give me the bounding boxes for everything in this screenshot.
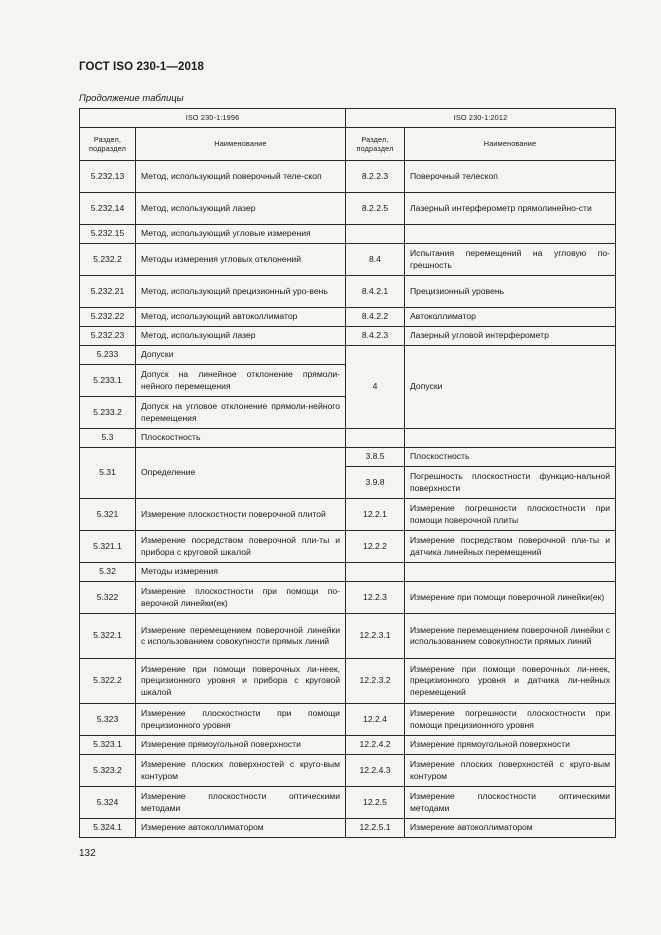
- left-section-number: 5.322: [80, 582, 136, 614]
- left-section-title: Допуск на линейное отклонение прямоли-нейного перемещения: [136, 365, 346, 397]
- table-row: [80, 499, 616, 531]
- right-section-title: Измерение плоских поверхностей с круго-вым контуром: [405, 755, 616, 787]
- right-section-number: 8.4.2.2: [346, 308, 405, 327]
- right-section-number: 8.4.2.3: [346, 327, 405, 346]
- right-section-number: 12.2.5: [346, 787, 405, 819]
- left-section-title: Методы измерения: [136, 563, 346, 582]
- left-section-number: 5.232.13: [80, 161, 136, 193]
- right-section-title: [405, 225, 616, 244]
- table-row: [80, 704, 616, 736]
- table-row: [80, 659, 616, 704]
- left-section-title: Метод, использующий лазер: [136, 327, 346, 346]
- left-section-title: Допуски: [136, 346, 346, 365]
- table-row: [80, 531, 616, 563]
- right-section-title: Измерение прямоугольной поверхности: [405, 736, 616, 755]
- left-section-number: 5.322.2: [80, 659, 136, 704]
- right-section-number: 8.2.2.5: [346, 193, 405, 225]
- right-section-title: Измерение автоколлиматором: [405, 819, 616, 838]
- right-section-title: Измерение посредством поверочной пли-ты и датчика линейных перемещений: [405, 531, 616, 563]
- right-section-title: Плоскостность: [405, 448, 616, 467]
- left-section-number: 5.323: [80, 704, 136, 736]
- left-section-title: Методы измерения угловых отклонений: [136, 244, 346, 276]
- page-number: 132: [79, 848, 96, 859]
- left-section-number: 5.321.1: [80, 531, 136, 563]
- left-section-title: Плоскостность: [136, 429, 346, 448]
- comparison-table: [79, 108, 616, 838]
- header-iso-1996: ISO 230-1:1996: [80, 109, 346, 128]
- left-section-number: 5.233.1: [80, 365, 136, 397]
- left-section-number: 5.323.1: [80, 736, 136, 755]
- right-section-number: 12.2.3.1: [346, 614, 405, 659]
- right-section-title: Измерение погрешности плоскостности при помощи прецизионного уровня: [405, 704, 616, 736]
- table-row: [80, 755, 616, 787]
- right-section-number: [346, 563, 405, 582]
- right-section-title: Измерение при помощи поверочных ли-неек, прецизионного уровня и датчика ли-нейных перемещений: [405, 659, 616, 704]
- table-continuation-note: Продолжение таблицы: [79, 93, 184, 104]
- left-section-title: Измерение прямоугольной поверхности: [136, 736, 346, 755]
- left-section-title: Измерение плоскостности оптическими методами: [136, 787, 346, 819]
- table-row: [80, 276, 616, 308]
- right-section-title: [405, 563, 616, 582]
- left-section-title: Измерение автоколлиматором: [136, 819, 346, 838]
- right-section-title: Лазерный угловой интерферометр: [405, 327, 616, 346]
- header-iso-2012: ISO 230-1:2012: [346, 109, 616, 128]
- table-row: [80, 346, 616, 365]
- left-section-title: Метод, использующий угловые измерения: [136, 225, 346, 244]
- table-row: [80, 193, 616, 225]
- right-section-title: Прецизионный уровень: [405, 276, 616, 308]
- right-section-number: 12.2.3: [346, 582, 405, 614]
- left-section-title: Допуск на угловое отклонение прямоли-нейного перемещения: [136, 397, 346, 429]
- left-section-number: 5.321: [80, 499, 136, 531]
- right-section-title: Лазерный интерферометр прямолинейно-сти: [405, 193, 616, 225]
- right-section-number: 3.8.5: [346, 448, 405, 467]
- left-section-number: 5.232.14: [80, 193, 136, 225]
- table-row: [80, 736, 616, 755]
- left-section-title: Метод, использующий поверочный теле-скоп: [136, 161, 346, 193]
- left-section-title: Метод, использующий прецизионный уро-вень: [136, 276, 346, 308]
- table-row: [80, 563, 616, 582]
- right-section-title: Испытания перемещений на угловую по-грешность: [405, 244, 616, 276]
- table-row: [80, 448, 616, 467]
- left-section-number: 5.233.2: [80, 397, 136, 429]
- right-section-number: 12.2.2: [346, 531, 405, 563]
- right-section-title: Поверочный телескоп: [405, 161, 616, 193]
- left-section-number: 5.233: [80, 346, 136, 365]
- table-row: [80, 225, 616, 244]
- table-row: [80, 582, 616, 614]
- right-section-title: Измерение плоскостности оптическими методами: [405, 787, 616, 819]
- left-section-title: Измерение при помощи поверочных ли-неек, прецизионного уровня и прибора с круговой шкалой: [136, 659, 346, 704]
- table-row: [80, 819, 616, 838]
- right-section-title: Автоколлиматор: [405, 308, 616, 327]
- left-section-title: Метод, использующий автоколлиматор: [136, 308, 346, 327]
- left-section-number: 5.31: [80, 448, 136, 499]
- left-section-title: Определение: [136, 448, 346, 499]
- table-row: [80, 429, 616, 448]
- left-section-title: Метод, использующий лазер: [136, 193, 346, 225]
- left-section-number: 5.324.1: [80, 819, 136, 838]
- left-section-number: 5.232.21: [80, 276, 136, 308]
- right-section-number: 4: [346, 346, 405, 429]
- right-section-title: [405, 429, 616, 448]
- right-section-title: Измерение при помощи поверочной линейки(ек): [405, 582, 616, 614]
- table-row: [80, 308, 616, 327]
- table-row: [80, 244, 616, 276]
- right-section-number: 3.9.8: [346, 467, 405, 499]
- left-section-title: Измерение посредством поверочной пли-ты и прибора с круговой шкалой: [136, 531, 346, 563]
- left-section-number: 5.322.1: [80, 614, 136, 659]
- right-section-number: 12.2.4: [346, 704, 405, 736]
- left-section-title: Измерение плоскостности при помощи по-верочной линейки(ек): [136, 582, 346, 614]
- table-row: [80, 161, 616, 193]
- right-section-number: [346, 225, 405, 244]
- left-section-title: Измерение перемещением поверочной линейки с использованием совокупности прямых линий: [136, 614, 346, 659]
- right-section-number: 8.2.2.3: [346, 161, 405, 193]
- header-name-left: Наименование: [136, 128, 346, 161]
- left-section-number: 5.324: [80, 787, 136, 819]
- left-section-title: Измерение плоскостности поверочной плитой: [136, 499, 346, 531]
- table-row: [80, 327, 616, 346]
- right-section-number: 8.4: [346, 244, 405, 276]
- header-section-left: Раздел, подраздел: [80, 128, 136, 161]
- table-row: [80, 787, 616, 819]
- standard-title: ГОСТ ISO 230-1—2018: [79, 61, 204, 73]
- left-section-number: 5.323.2: [80, 755, 136, 787]
- right-section-number: 12.2.3.2: [346, 659, 405, 704]
- left-section-number: 5.232.15: [80, 225, 136, 244]
- right-section-title: Погрешность плоскостности функцио-нальной поверхности: [405, 467, 616, 499]
- right-section-number: 12.2.1: [346, 499, 405, 531]
- right-section-title: Допуски: [405, 346, 616, 429]
- right-section-number: 8.4.2.1: [346, 276, 405, 308]
- left-section-title: Измерение плоских поверхностей с круго-вым контуром: [136, 755, 346, 787]
- right-section-title: Измерение погрешности плоскостности при помощи поверочной плиты: [405, 499, 616, 531]
- right-section-number: 12.2.4.3: [346, 755, 405, 787]
- right-section-number: [346, 429, 405, 448]
- left-section-number: 5.232.23: [80, 327, 136, 346]
- left-section-title: Измерение плоскостности при помощи прецизионного уровня: [136, 704, 346, 736]
- header-name-right: Наименование: [405, 128, 616, 161]
- left-section-number: 5.232.22: [80, 308, 136, 327]
- left-section-number: 5.232.2: [80, 244, 136, 276]
- right-section-title: Измерение перемещением поверочной линейки с использованием совокупности прямых линий: [405, 614, 616, 659]
- right-section-number: 12.2.5.1: [346, 819, 405, 838]
- left-section-number: 5.3: [80, 429, 136, 448]
- header-section-right: Раздел, подраздел: [346, 128, 405, 161]
- table-row: [80, 614, 616, 659]
- right-section-number: 12.2.4.2: [346, 736, 405, 755]
- left-section-number: 5.32: [80, 563, 136, 582]
